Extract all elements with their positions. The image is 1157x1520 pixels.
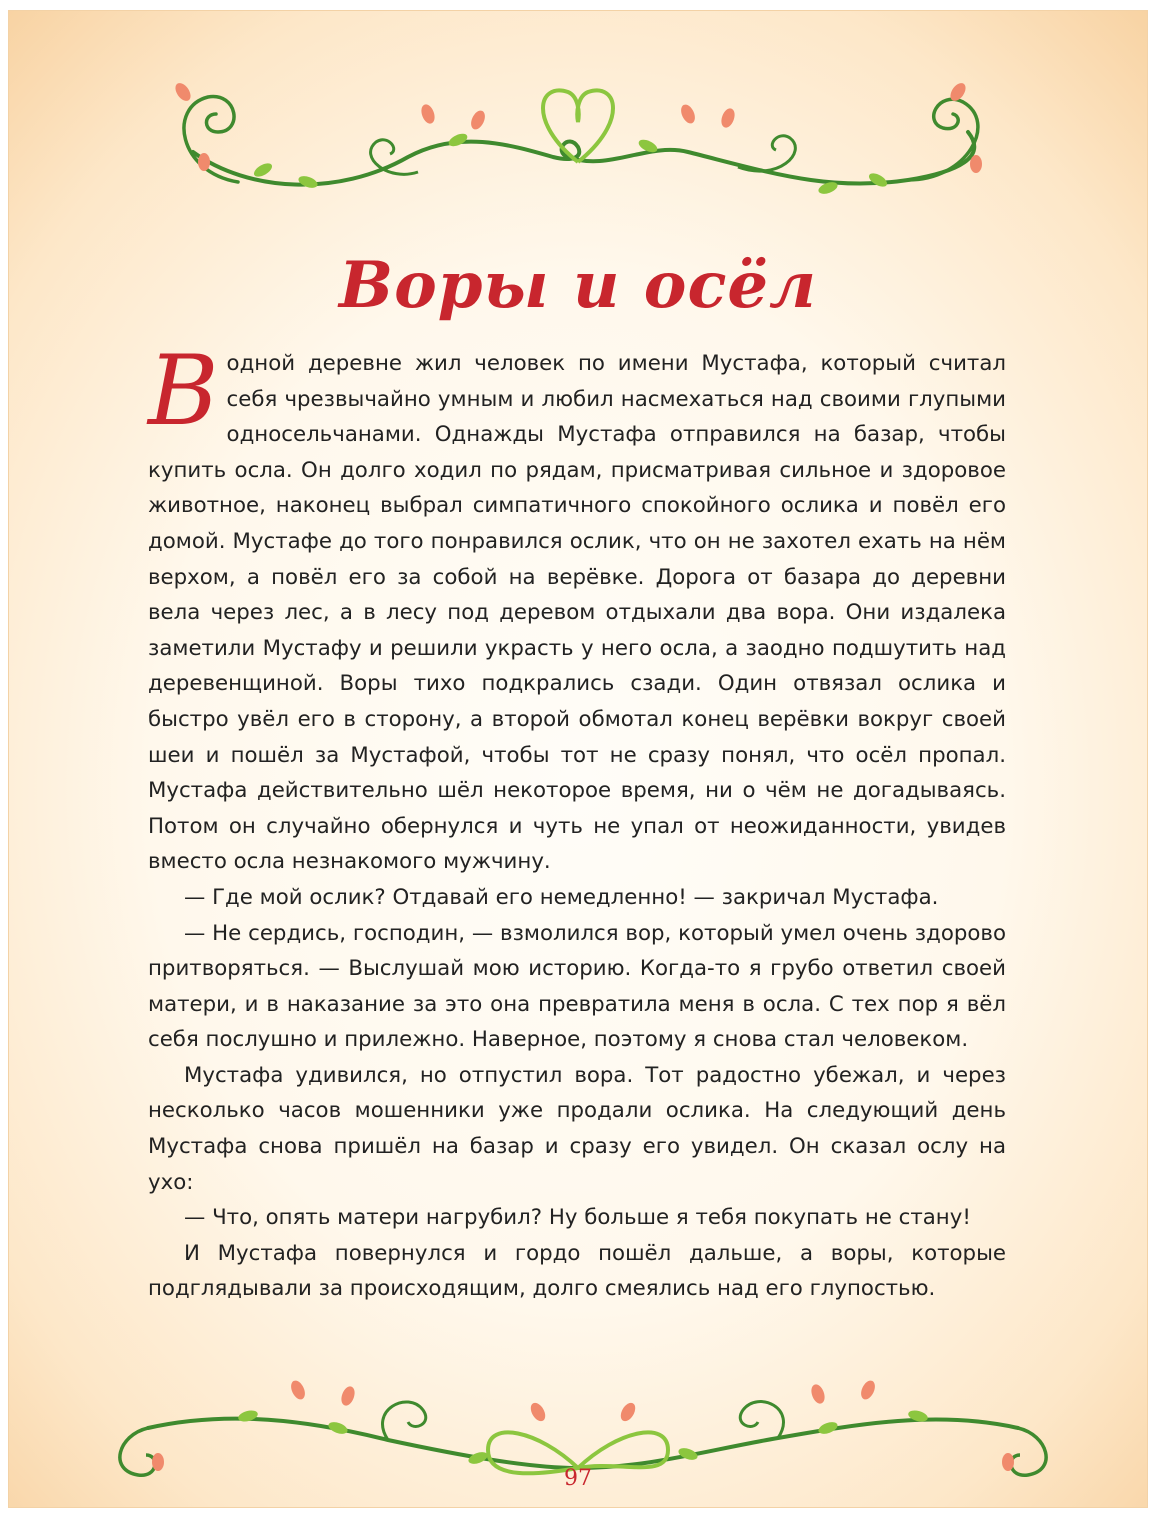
bottom-vine-stem — [148, 1419, 1018, 1468]
book-page — [8, 10, 1148, 1508]
top-left-curl — [184, 97, 238, 182]
bottom-inner-curl-right — [740, 1402, 783, 1438]
first-paragraph-text: одной деревне жил человек по имени Мустафа, который считал себя чрезвычайно умным и любил насмехаться над своими глупыми односельчанами. Однажды Мустафа отправился на базар, чтобы купить осла. Он долго ходил по рядам, присматривая сильное и здоровое животное, наконец выбрал симпатичного спокойного ослика и повёл его домой. Мустафе до того понравился ослик, что он не захотел ехать на нём верхом, а повёл его за собой на верёвке. Дорога от базара до деревни вела через лес, а в лесу под деревом отдыхали два вора. Они издалека заметили Мустафу и решили украсть у него осла, а заодно подшутить над деревенщиной. Воры тихо подкрались сзади. Один отвязал ослика и быстро увёл его в сторону, а второй обмотал конец верёвки вокруг своей шеи и пошёл за Мустафой, чтобы тот не сразу понял, что осёл пропал. Мустафа действительно шёл некоторое время, ни о чём не догадываясь. Потом он случайно обернулся и чуть не упал от неожиданности, увидев вместо осла незнакомого мужчину. — [148, 351, 1006, 875]
story-paragraph: Мустафа удивился, но отпустил вора. Тот радостно убежал, и через несколько часов мошенники уже продали ослика. На следующий день Мустафа снова пришёл на базар и сразу его увидел. Он сказал ослу на ухо: — [148, 1062, 1006, 1195]
story-paragraph — [148, 335, 1006, 880]
bottom-inner-curl-left — [383, 1402, 426, 1440]
top-right-curl — [908, 99, 978, 180]
bottom-leaves — [237, 1409, 929, 1467]
bottom-buds — [152, 1378, 1014, 1471]
story-paragraph: — Где мой ослик? Отдавай его немедленно! — закричал Мустафа. — [184, 884, 939, 910]
page-number: 97 — [564, 1466, 592, 1491]
story-paragraph: И Мустафа повернулся и гордо пошёл дальше, а воры, которые подглядывали за происходящим, долго смеялись над его глупостью. — [148, 1240, 1006, 1302]
story-title: Воры и осёл — [339, 248, 817, 323]
story-paragraph: — Не сердись, господин, — взмолился вор, который умел очень здорово притворяться. — Выслушай мою историю. Когда-то я грубо ответил своей матери, и в наказание за это она превратила меня в осла. С тех пор я вёл себя послушно и прилежно. Наверное, поэтому я снова стал человеком. — [148, 920, 1006, 1053]
drop-cap: В — [148, 335, 219, 447]
story-paragraph: — Что, опять матери нагрубил? Ну больше я тебя покупать не стану! — [184, 1205, 971, 1231]
top-vine-ornament — [8, 62, 1148, 222]
story-body — [148, 335, 1006, 1307]
